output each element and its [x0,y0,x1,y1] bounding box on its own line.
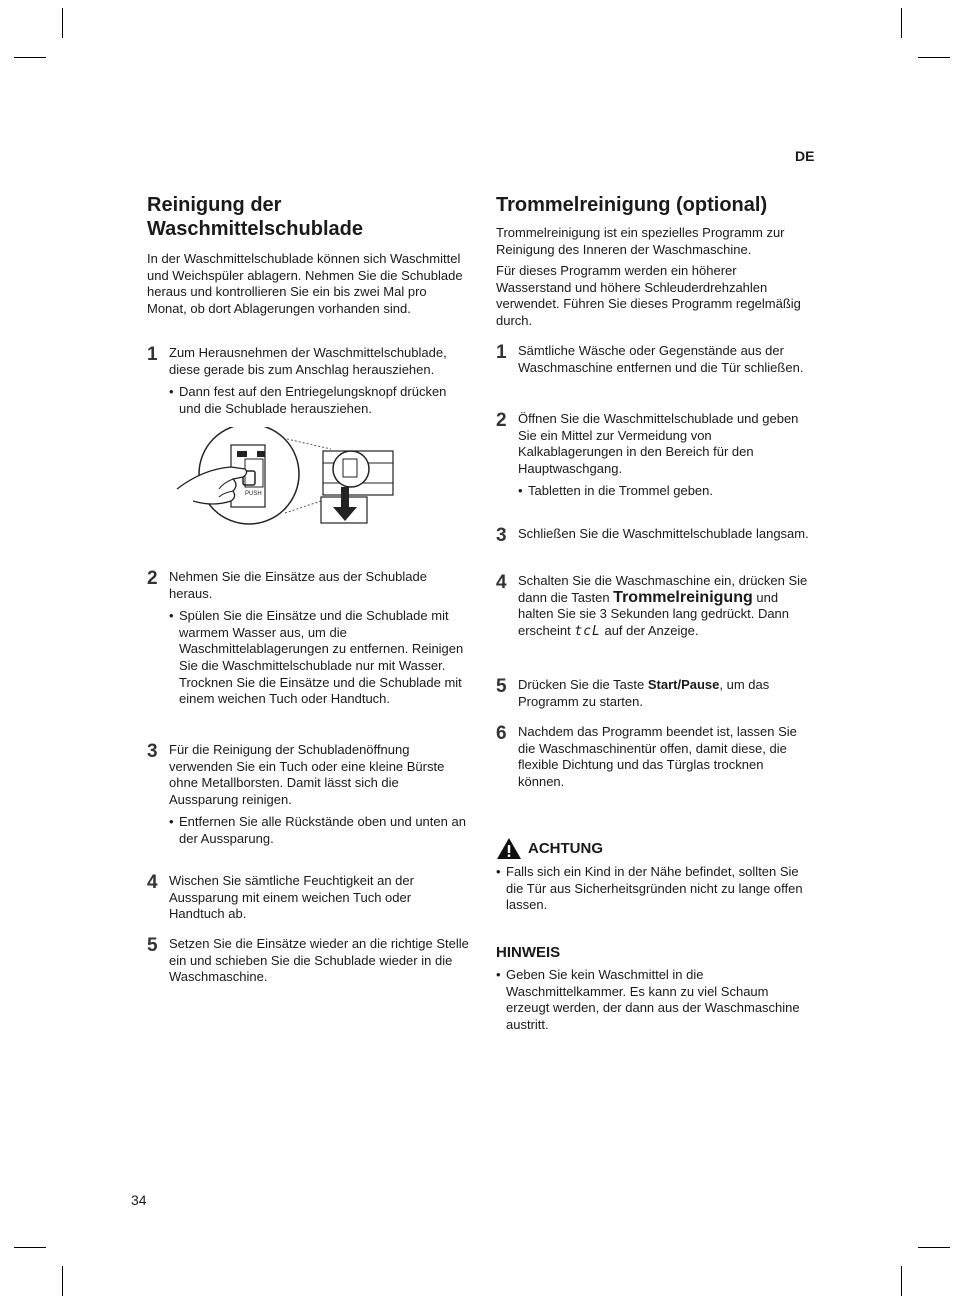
step-5: 5 Setzen Sie die Einsätze wieder an die richtige Stelle ein und schieben Sie die Schublade wieder in die Waschmaschine. [147,935,469,985]
button-name: Start/Pause [647,677,720,692]
crop-mark [14,57,46,58]
step-1: 1 Zum Herausnehmen der Waschmittelschublade, diese gerade bis zum Anschlag herausziehen. • Dann fest auf den Entriegelungsknopf drücken und die Schublade herausziehen. [147,345,469,417]
section-title: Trommelreinigung (optional) [496,194,768,216]
display-code: tcL [574,623,601,639]
step-1: 1 Sämtliche Wäsche oder Gegenstände aus der Waschmaschine entfernen und die Tür schließen. [496,342,804,375]
crop-mark [918,1247,950,1248]
warning-icon [496,837,522,860]
intro-paragraph: Für dieses Programm werden ein höherer Wasserstand und höhere Schleuderdrehzahlen verwendet. Führen Sie dieses Programm regelmäßig durch. [496,263,801,328]
crop-mark [901,1266,902,1296]
warning-text: • Falls sich ein Kind in der Nähe befindet, sollten Sie die Tür aus Sicherheitsgründen nicht zu lange offen lassen. [496,864,812,914]
note-text: • Geben Sie kein Waschmittel in die Waschmittelkammer. Es kann zu viel Schaum erzeugt werden, der dann aus der Waschmaschine austritt. [496,967,812,1033]
step-5: 5 Drücken Sie die Taste Start/Pause, um das Programm zu starten. [496,676,770,709]
push-label: PUSH [245,491,262,497]
left-column [147,193,469,985]
crop-mark [918,57,950,58]
drawer-release-illustration [173,427,423,537]
crop-mark [901,8,902,38]
page-number: 34 [131,1192,147,1208]
warning-heading: ACHTUNG [496,836,603,860]
step-3: 3 Für die Reinigung der Schubladenöffnung verwenden Sie ein Tuch oder eine kleine Bürste ohne Metallborsten. Damit lässt sich die Aussparung reinigen. • Entfernen Sie alle Rückstände oben und unten an der Aussparung. [147,742,469,848]
note-heading: HINWEIS [496,944,561,961]
step-4: 4 Schalten Sie die Waschmaschine ein, drücken Sie dann die Tasten Trommelreinigung und halten Sie sie 3 Sekunden lang gedrückt. Dann erscheint tcL auf der Anzeige. [496,572,808,639]
step-3: 3 Schließen Sie die Waschmittelschublade langsam. [496,525,809,546]
language-tag: DE [795,148,815,164]
crop-mark [14,1247,46,1248]
crop-mark [62,1266,63,1296]
intro-paragraph: Trommelreinigung ist ein spezielles Programm zur Reinigung des Inneren der Waschmaschine. [496,225,785,257]
intro-paragraph: In der Waschmittelschublade können sich Waschmittel und Weichspüler ablagern. Nehmen Sie die Schublade heraus und kontrollieren Sie ein bis zwei Mal pro Monat, ob dort Ablagerungen vorhanden sind. [147,251,463,316]
section-title: Reinigung der Waschmittelschublade [147,194,363,240]
step-6: 6 Nachdem das Programm beendet ist, lassen Sie die Waschmaschinentür offen, damit diese, die flexible Dichtung und das Türglas trocknen können. [496,723,797,789]
step-4: 4 Wischen Sie sämtliche Feuchtigkeit an der Aussparung mit einem weichen Tuch oder Handtuch ab. [147,872,414,922]
program-name: Trommelreinigung [613,588,753,606]
step-2: 2 Nehmen Sie die Einsätze aus der Schublade heraus. • Spülen Sie die Einsätze und die Schublade mit warmem Wasser aus, um die Waschmittelablagerungen zu entfernen. Reinigen Sie die Waschmittelschublade nur mit Wasser. Trocknen Sie die Einsätze und die Schublade mit einem weichen Tuch oder Handtuch. [147,569,469,708]
right-column [496,193,812,1032]
crop-mark [62,8,63,38]
step-2: 2 Öffnen Sie die Waschmittelschublade und geben Sie ein Mittel zur Vermeidung von Kalkablagerungen in den Bereich für den Hauptwaschgang. • Tabletten in die Trommel geben. [496,411,812,500]
